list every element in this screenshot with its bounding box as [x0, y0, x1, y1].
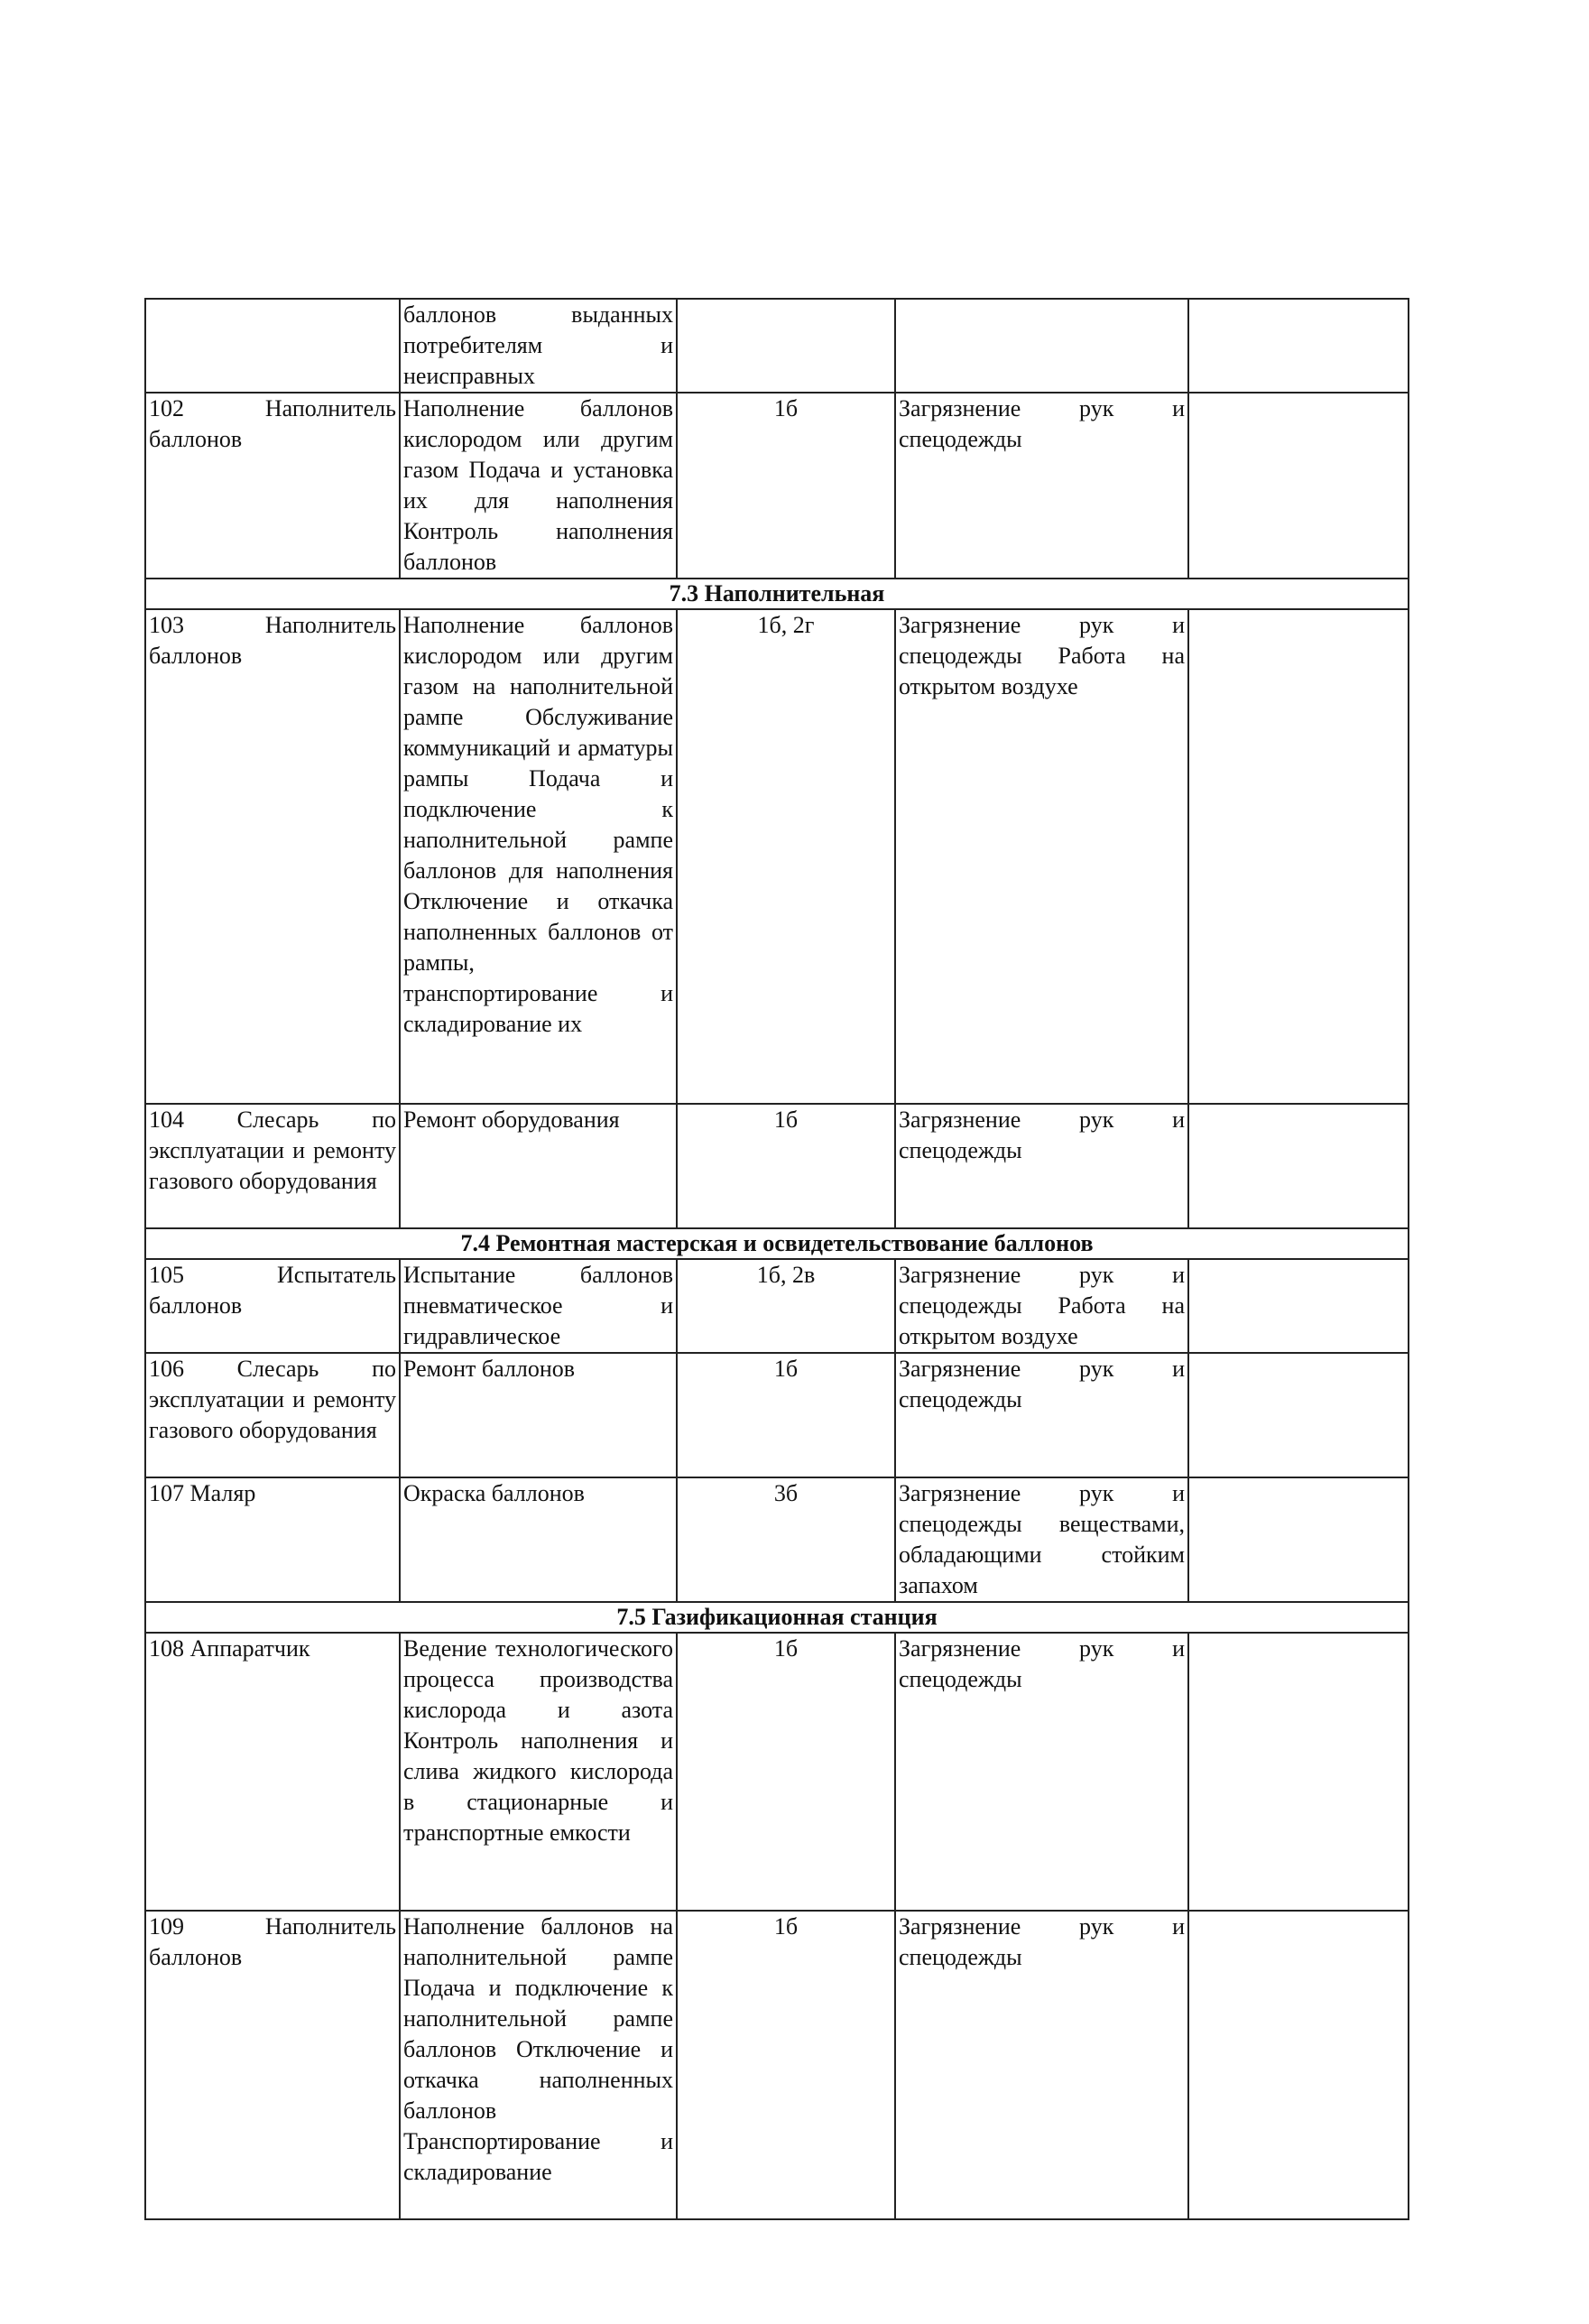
- work-cell: Ремонт оборудования: [400, 1104, 677, 1228]
- profession-cell: 102 Наполнитель баллонов: [145, 393, 400, 579]
- code-cell: 1б: [677, 1633, 895, 1911]
- profession-cell: 109 Наполнитель баллонов: [145, 1911, 400, 2219]
- profession-cell: 104 Слесарь по эксплуатации и ремонту газового оборудования: [145, 1104, 400, 1228]
- table-row: [145, 1911, 1409, 2219]
- code-cell: 1б: [677, 393, 895, 579]
- extra-cell: [1188, 1911, 1409, 2219]
- work-cell: Ведение технологического процесса производства кислорода и азота Контроль наполнения и слива жидкого кислорода в стационарные и транспортные емкости: [400, 1633, 677, 1911]
- profession-cell: 105 Испытатель баллонов: [145, 1259, 400, 1353]
- factor-cell: Загрязнение рук и спецодежды Работа на открытом воздухе: [895, 1259, 1188, 1353]
- profession-cell: 107 Маляр: [145, 1477, 400, 1602]
- code-cell: 1б, 2г: [677, 609, 895, 1104]
- table-row-continuation: [145, 299, 1409, 393]
- extra-cell: [1188, 1353, 1409, 1477]
- work-cell: Наполнение баллонов на наполнительной рампе Подача и подключение к наполнительной рампе баллонов Отключение и откачка наполненных баллонов Транспортирование и складирование: [400, 1911, 677, 2219]
- section-row: [145, 1602, 1409, 1633]
- extra-cell: [1188, 1477, 1409, 1602]
- code-cell: 3б: [677, 1477, 895, 1602]
- factor-cell: Загрязнение рук и спецодежды веществами, обладающими стойким запахом: [895, 1477, 1188, 1602]
- table-row: [145, 1104, 1409, 1228]
- factor-cell: Загрязнение рук и спецодежды: [895, 1104, 1188, 1228]
- factor-cell: Загрязнение рук и спецодежды: [895, 1353, 1188, 1477]
- code-cell: 1б: [677, 1353, 895, 1477]
- extra-cell: [1188, 609, 1409, 1104]
- code-cell: [677, 299, 895, 393]
- table-row: [145, 1353, 1409, 1477]
- section-row: [145, 1228, 1409, 1259]
- factor-cell: Загрязнение рук и спецодежды: [895, 393, 1188, 579]
- extra-cell: [1188, 1259, 1409, 1353]
- work-cell: Испытание баллонов пневматическое и гидравлическое: [400, 1259, 677, 1353]
- table-row: [145, 1477, 1409, 1602]
- extra-cell: [1188, 393, 1409, 579]
- profession-cell: [145, 299, 400, 393]
- profession-cell: 103 Наполнитель баллонов: [145, 609, 400, 1104]
- work-cell: Окраска баллонов: [400, 1477, 677, 1602]
- code-cell: 1б: [677, 1911, 895, 2219]
- section-row: [145, 579, 1409, 609]
- section-title: 7.3 Наполнительная: [145, 579, 1409, 609]
- table-row: [145, 1633, 1409, 1911]
- factor-cell: [895, 299, 1188, 393]
- factor-cell: Загрязнение рук и спецодежды: [895, 1911, 1188, 2219]
- factor-cell: Загрязнение рук и спецодежды Работа на открытом воздухе: [895, 609, 1188, 1104]
- section-title: 7.4 Ремонтная мастерская и освидетельствование баллонов: [145, 1228, 1409, 1259]
- work-cell: Наполнение баллонов кислородом или другим газом Подача и установка их для наполнения Контроль наполнения баллонов: [400, 393, 677, 579]
- code-cell: 1б, 2в: [677, 1259, 895, 1353]
- section-title: 7.5 Газификационная станция: [145, 1602, 1409, 1633]
- code-cell: 1б: [677, 1104, 895, 1228]
- profession-cell: 108 Аппаратчик: [145, 1633, 400, 1911]
- extra-cell: [1188, 1633, 1409, 1911]
- factor-cell: Загрязнение рук и спецодежды: [895, 1633, 1188, 1911]
- extra-cell: [1188, 299, 1409, 393]
- table-row: [145, 1259, 1409, 1353]
- work-cell: Ремонт баллонов: [400, 1353, 677, 1477]
- table-row: [145, 393, 1409, 579]
- table-row: [145, 609, 1409, 1104]
- work-cell: Наполнение баллонов кислородом или другим газом на наполнительной рампе Обслуживание коммуникаций и арматуры рампы Подача и подключение к наполнительной рампе баллонов для наполнения Отключение и откачка наполненных баллонов от рампы, транспортирование и складирование их: [400, 609, 677, 1104]
- profession-cell: 106 Слесарь по эксплуатации и ремонту газового оборудования: [145, 1353, 400, 1477]
- extra-cell: [1188, 1104, 1409, 1228]
- work-cell: баллонов выданных потребителям и неисправных: [400, 299, 677, 393]
- benefits-table: [144, 298, 1409, 2220]
